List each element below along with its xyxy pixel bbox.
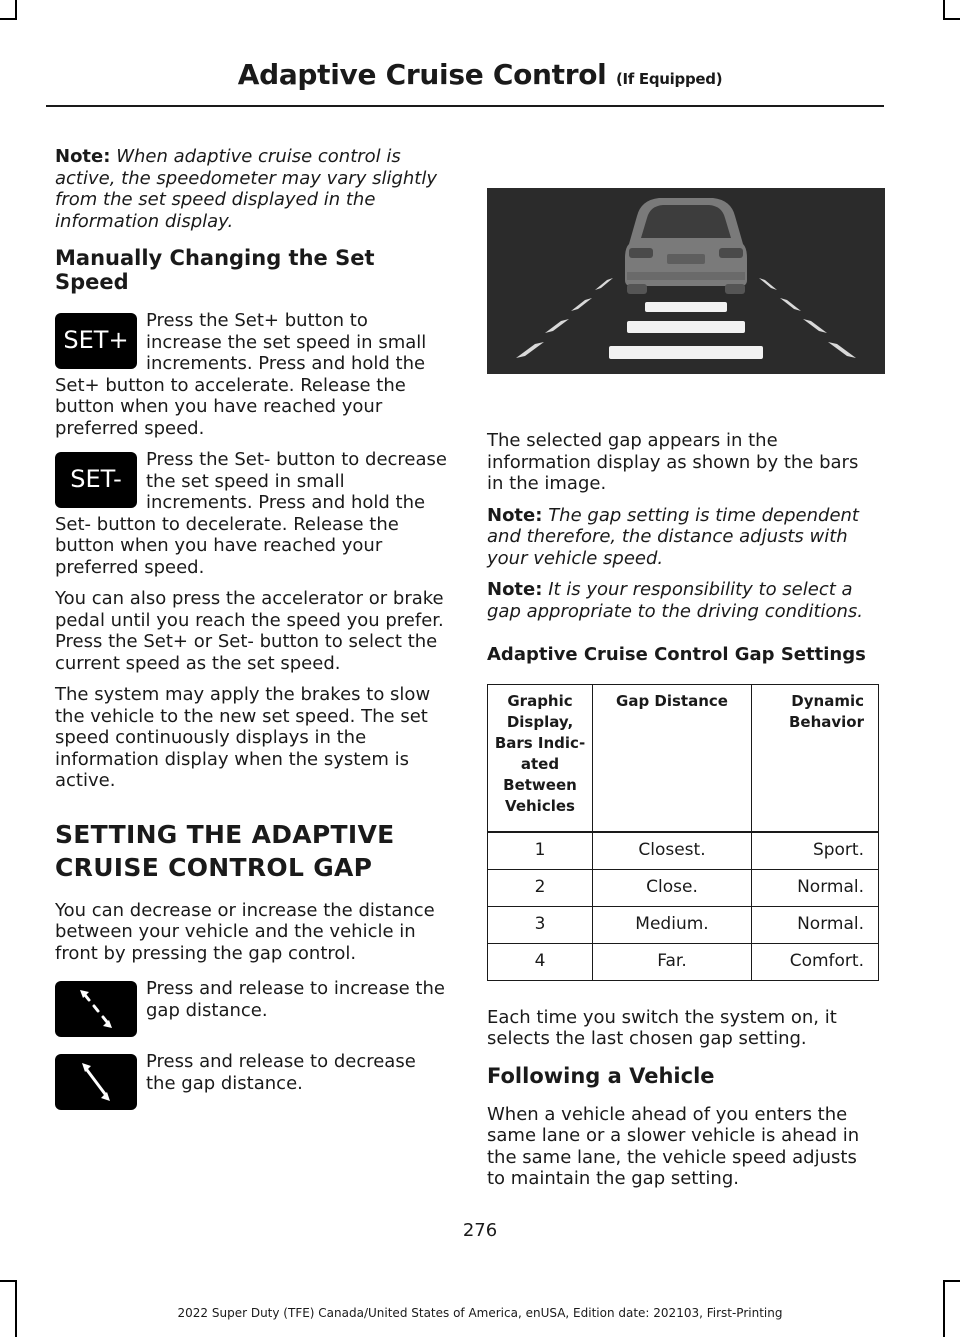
crop-mark (15, 0, 17, 20)
crop-mark (0, 1280, 17, 1282)
note-paragraph (55, 146, 447, 232)
note-paragraph-time (487, 505, 879, 570)
table-cell: Far. (593, 943, 752, 980)
right-column (487, 146, 879, 1200)
table-cell: Normal. (752, 869, 879, 906)
set-minus-instruction (55, 449, 447, 578)
table-cell: Medium. (593, 906, 752, 943)
table-cell: 2 (488, 869, 593, 906)
note-label: Note: (487, 579, 543, 600)
page-title-subtitle: (If Equipped) (615, 70, 723, 88)
set-minus-text: Press the Set- button to decrease the set speed in small increments. Press and hold the Set- button to decelerate. Release the button when you have reached your preferred speed. (55, 449, 447, 578)
table-cell: 3 (488, 906, 593, 943)
heading-following-vehicle: Following a Vehicle (487, 1063, 715, 1088)
table-cell: 1 (488, 832, 593, 870)
heading-manual-set-speed: Manually Changing the Set Speed (55, 246, 375, 294)
table-header-row (488, 684, 879, 832)
set-plus-instruction (55, 310, 447, 439)
table-header-graphic: Graphic Display, Bars Indic-ated Between Vehicles (488, 684, 593, 832)
gap-display-illustration (487, 188, 885, 374)
table-title: Adaptive Cruise Control Gap Settings (487, 644, 866, 665)
table-row (488, 906, 879, 943)
gap-decrease-instruction (55, 1051, 447, 1114)
gap-increase-text: Press and release to increase the gap distance. (146, 978, 445, 1021)
heading-setting-gap-line2: CRUISE CONTROL GAP (55, 852, 373, 882)
note-text: When adaptive cruise control is active, the speedometer may vary slightly from the set speed displayed in the information display. (55, 146, 437, 232)
gap-settings-table (487, 684, 879, 981)
crop-mark (943, 1280, 960, 1282)
paragraph-accelerator: You can also press the accelerator or brake pedal until you reach the speed you prefer. Press the Set+ or Set- button to select the current speed as the set speed. (55, 588, 444, 674)
table-cell: 4 (488, 943, 593, 980)
page-footer: 2022 Super Duty (TFE) Canada/United States of America, enUSA, Edition date: 202103, First-Printing (177, 1306, 783, 1320)
table-cell: Closest. (593, 832, 752, 870)
heading-setting-gap (55, 818, 447, 884)
page-title-main: Adaptive Cruise Control (237, 58, 607, 91)
paragraph-brakes: The system may apply the brakes to slow the vehicle to the new set speed. The set speed continuously displays in the information display when the system is active. (55, 684, 431, 791)
table-cell: Normal. (752, 906, 879, 943)
note-text: It is your responsibility to select a gap appropriate to the driving conditions. (487, 579, 864, 622)
note-text: The gap setting is time dependent and therefore, the distance adjusts with your vehicle speed. (487, 504, 859, 569)
note-paragraph-responsibility (487, 579, 879, 622)
set-plus-button-icon (55, 313, 137, 369)
paragraph-selected-gap: The selected gap appears in the information display as shown by the bars in the image. (487, 430, 859, 494)
gap-decrease-icon (55, 1054, 137, 1110)
table-row (488, 869, 879, 906)
crop-mark (943, 18, 960, 20)
note-label: Note: (487, 504, 543, 526)
paragraph-last-setting: Each time you switch the system on, it selects the last chosen gap setting. (487, 1006, 837, 1049)
set-plus-text: Press the Set+ button to increase the set speed in small increments. Press and hold the Set+ button to accelerate. Release the button when you have reached your preferred speed. (55, 310, 427, 439)
gap-increase-icon (55, 981, 137, 1037)
table-cell: Comfort. (752, 943, 879, 980)
set-minus-button-icon (55, 452, 137, 508)
table-cell: Close. (593, 869, 752, 906)
paragraph-gap-control: You can decrease or increase the distance between your vehicle and the vehicle in front by pressing the gap control. (55, 899, 435, 964)
page-title (0, 58, 960, 91)
left-column (55, 146, 447, 1124)
gap-increase-instruction (55, 978, 447, 1041)
table-cell: Sport. (752, 832, 879, 870)
set-plus-icon-label: SET+ (63, 326, 129, 355)
crop-mark (0, 18, 17, 20)
note-label: Note: (55, 146, 111, 167)
gap-decrease-text: Press and release to decrease the gap distance. (146, 1051, 416, 1094)
heading-setting-gap-line1: SETTING THE ADAPTIVE (55, 819, 395, 849)
table-header-dynamic-behavior: Dynamic Behavior (752, 684, 879, 832)
car-following-graphic (487, 188, 885, 374)
table-row (488, 832, 879, 870)
table-header-gap-distance: Gap Distance (593, 684, 752, 832)
paragraph-following: When a vehicle ahead of you enters the same lane or a slower vehicle is ahead in the same lane, the vehicle speed adjusts to maintain the gap setting. (487, 1103, 860, 1189)
set-minus-icon-label: SET- (70, 465, 122, 494)
page-number: 276 (462, 1220, 498, 1241)
crop-mark (943, 0, 945, 20)
table-row (488, 943, 879, 980)
header-divider (46, 105, 884, 107)
